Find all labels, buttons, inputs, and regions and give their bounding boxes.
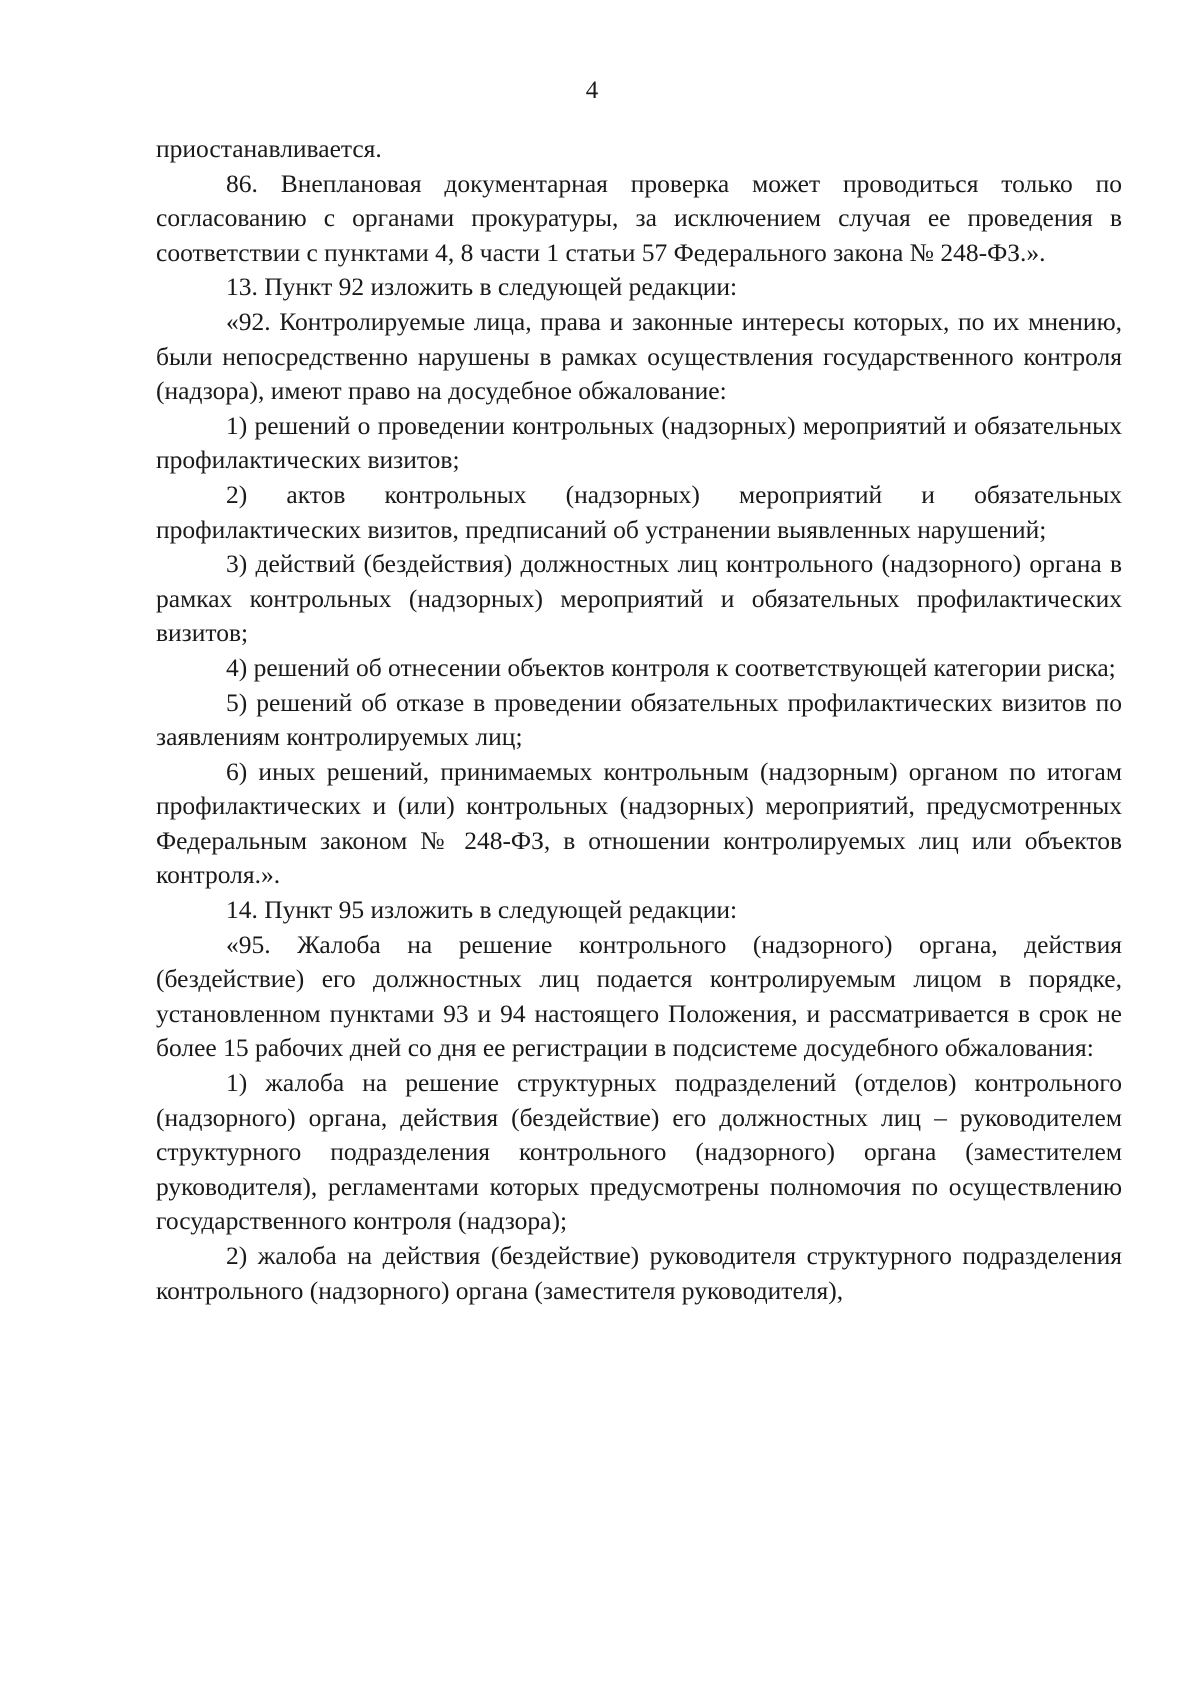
list-item-92-5: 5) решений об отказе в проведении обязательных профилактических визитов по заявлениям контролируемых лиц; xyxy=(156,687,1122,752)
list-item-92-3: 3) действий (бездействия) должностных лиц контрольного (надзорного) органа в рамках контрольных (надзорных) мероприятий и обязательных профилактических визитов; xyxy=(156,549,1122,648)
document-body xyxy=(156,132,1122,1308)
list-item-92-2: 2) актов контрольных (надзорных) мероприятий и обязательных профилактических визитов, предписаний об устранении выявленных нарушений; xyxy=(156,479,1122,544)
paragraph-item-13: 13. Пункт 92 изложить в следующей редакции: xyxy=(226,272,738,302)
paragraph-95: «95. Жалоба на решение контрольного (надзорного) органа, действия (бездействие) его должностных лиц подается контролируемым лицом в порядке, установленном пунктами 93 и 94 настоящего Положения, и рассматривается в срок не более 15 рабочих дней со дня ее регистрации в подсистеме досудебного обжалования: xyxy=(156,929,1122,1063)
paragraph-continuation: приостанавливается. xyxy=(156,134,382,163)
list-item-92-4: 4) решений об отнесении объектов контроля к соответствующей категории риска; xyxy=(226,652,1116,682)
paragraph-86: 86. Внеплановая документарная проверка может проводиться только по согласованию с органами прокуратуры, за исключением случая ее проведения в соответствии с пунктами 4, 8 части 1 статьи 57 Федерального закона № 248-ФЗ.». xyxy=(156,168,1122,267)
list-item-92-6: 6) иных решений, принимаемых контрольным (надзорным) органом по итогам профилактических и (или) контрольных (надзорных) мероприятий, предусмотренных Федеральным законом № 248-ФЗ, в отношении контролируемых лиц или объектов контроля.». xyxy=(156,756,1122,890)
list-item-92-1: 1) решений о проведении контрольных (надзорных) мероприятий и обязательных профилактических визитов; xyxy=(156,410,1122,475)
paragraph-92: «92. Контролируемые лица, права и законные интересы которых, по их мнению, были непосредственно нарушены в рамках осуществления государственного контроля (надзора), имеют право на досудебное обжалование: xyxy=(156,306,1122,406)
page-number: 4 xyxy=(585,77,599,104)
list-item-95-1: 1) жалоба на решение структурных подразделений (отделов) контрольного (надзорного) органа, действия (бездействие) его должностных лиц – руководителем структурного подразделения контрольного (надзорного) органа (заместителем руководителя), регламентами которых предусмотрены полномочия по осуществлению государственного контроля (надзора); xyxy=(156,1068,1122,1236)
list-item-95-2: 2) жалоба на действия (бездействие) руководителя структурного подразделения контрольного (надзорного) органа (заместителя руководителя), xyxy=(156,1241,1122,1305)
paragraph-item-14: 14. Пункт 95 изложить в следующей редакции: xyxy=(226,895,738,925)
